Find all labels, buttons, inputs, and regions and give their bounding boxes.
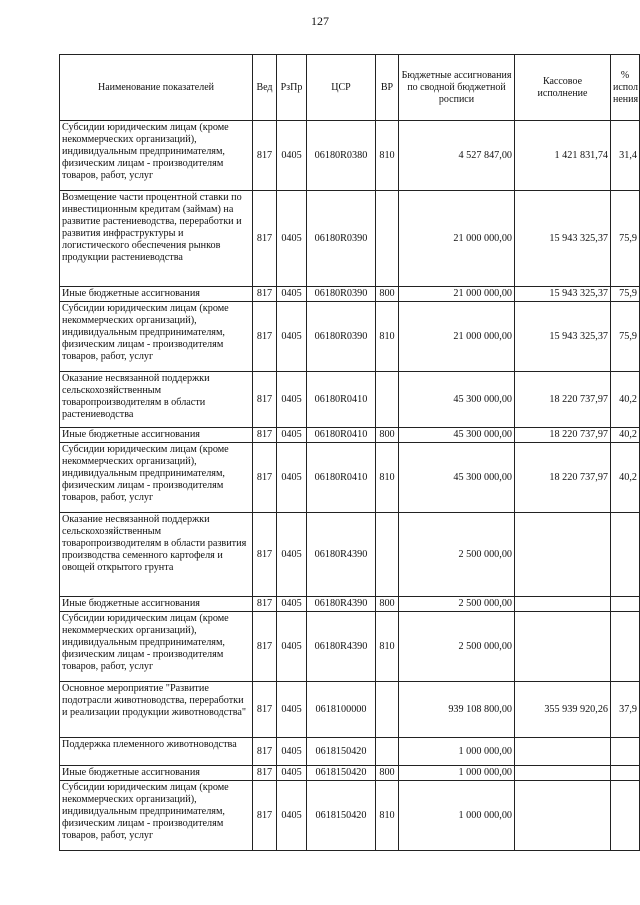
table-row (60, 428, 640, 443)
cell-ved: 817 (253, 682, 277, 738)
cell-csr: 06180R4390 (307, 513, 376, 597)
cell-name: Иные бюджетные ассигнования (60, 766, 253, 781)
cell-percent: 37,9 (611, 682, 640, 738)
cell-vr (376, 191, 399, 287)
table-row (60, 738, 640, 766)
cell-budget: 45 300 000,00 (399, 428, 515, 443)
cell-vr: 810 (376, 612, 399, 682)
table-row (60, 287, 640, 302)
table-row (60, 191, 640, 287)
cell-vr: 810 (376, 302, 399, 372)
table-row (60, 682, 640, 738)
cell-ved: 817 (253, 781, 277, 851)
cell-ved: 817 (253, 738, 277, 766)
cell-name: Возмещение части процентной ставки по инвестиционным кредитам (займам) на развитие растениеводства, переработки и развития инфраструктуры и логистического обеспечения рынков продукции растениеводства (60, 191, 253, 287)
header-ved: Вед (253, 55, 277, 121)
cell-csr: 06180R4390 (307, 612, 376, 682)
cell-cash (515, 766, 611, 781)
cell-cash: 18 220 737,97 (515, 372, 611, 428)
header-cash: Кассовое исполнение (515, 55, 611, 121)
cell-percent (611, 597, 640, 612)
cell-cash (515, 738, 611, 766)
cell-csr: 06180R0390 (307, 302, 376, 372)
cell-ved: 817 (253, 428, 277, 443)
cell-vr: 800 (376, 597, 399, 612)
cell-ved: 817 (253, 443, 277, 513)
cell-budget: 21 000 000,00 (399, 287, 515, 302)
cell-name: Иные бюджетные ассигнования (60, 597, 253, 612)
cell-cash: 15 943 325,37 (515, 302, 611, 372)
cell-percent (611, 612, 640, 682)
cell-budget: 2 500 000,00 (399, 612, 515, 682)
cell-rzpr: 0405 (277, 372, 307, 428)
cell-csr: 0618150420 (307, 738, 376, 766)
cell-name: Иные бюджетные ассигнования (60, 287, 253, 302)
table-row (60, 372, 640, 428)
cell-ved: 817 (253, 302, 277, 372)
cell-rzpr: 0405 (277, 766, 307, 781)
cell-rzpr: 0405 (277, 191, 307, 287)
cell-name: Субсидии юридическим лицам (кроме некоммерческих организаций), индивидуальным предпринимателям, физическим лицам - производителям товаров, работ, услуг (60, 443, 253, 513)
cell-percent (611, 738, 640, 766)
cell-budget: 2 500 000,00 (399, 597, 515, 612)
header-percent: % испол нения (611, 55, 640, 121)
cell-name: Субсидии юридическим лицам (кроме некоммерческих организаций), индивидуальным предпринимателям, физическим лицам - производителям товаров, работ, услуг (60, 302, 253, 372)
cell-vr (376, 738, 399, 766)
cell-ved: 817 (253, 287, 277, 302)
table-header-row (60, 55, 640, 121)
header-vr: ВР (376, 55, 399, 121)
cell-csr: 06180R0410 (307, 372, 376, 428)
cell-name: Основное мероприятие "Развитие подотрасли животноводства, переработки и реализации продукции животноводства" (60, 682, 253, 738)
budget-table (59, 54, 640, 851)
cell-vr: 810 (376, 781, 399, 851)
cell-percent: 40,2 (611, 443, 640, 513)
cell-budget: 45 300 000,00 (399, 443, 515, 513)
cell-vr (376, 682, 399, 738)
cell-percent: 75,9 (611, 302, 640, 372)
cell-csr: 0618100000 (307, 682, 376, 738)
header-name: Наименование показателей (60, 55, 253, 121)
cell-rzpr: 0405 (277, 428, 307, 443)
cell-percent: 75,9 (611, 191, 640, 287)
cell-cash (515, 597, 611, 612)
cell-cash: 15 943 325,37 (515, 191, 611, 287)
cell-csr: 0618150420 (307, 766, 376, 781)
cell-cash: 18 220 737,97 (515, 443, 611, 513)
cell-rzpr: 0405 (277, 513, 307, 597)
cell-rzpr: 0405 (277, 781, 307, 851)
table-body (60, 121, 640, 851)
table-row (60, 597, 640, 612)
cell-ved: 817 (253, 612, 277, 682)
cell-csr: 06180R0390 (307, 191, 376, 287)
cell-ved: 817 (253, 766, 277, 781)
cell-cash: 18 220 737,97 (515, 428, 611, 443)
cell-percent: 75,9 (611, 287, 640, 302)
cell-budget: 2 500 000,00 (399, 513, 515, 597)
cell-name: Оказание несвязанной поддержки сельскохозяйственным товаропроизводителям в области растениеводства (60, 372, 253, 428)
cell-budget: 1 000 000,00 (399, 738, 515, 766)
cell-name: Поддержка племенного животноводства (60, 738, 253, 766)
cell-vr: 800 (376, 766, 399, 781)
cell-budget: 1 000 000,00 (399, 781, 515, 851)
cell-budget: 1 000 000,00 (399, 766, 515, 781)
cell-budget: 21 000 000,00 (399, 302, 515, 372)
cell-csr: 06180R0390 (307, 287, 376, 302)
cell-cash (515, 513, 611, 597)
cell-percent (611, 781, 640, 851)
table-row (60, 302, 640, 372)
cell-rzpr: 0405 (277, 682, 307, 738)
cell-percent: 31,4 (611, 121, 640, 191)
cell-budget: 45 300 000,00 (399, 372, 515, 428)
cell-rzpr: 0405 (277, 597, 307, 612)
cell-ved: 817 (253, 372, 277, 428)
cell-vr: 810 (376, 443, 399, 513)
cell-csr: 06180R0380 (307, 121, 376, 191)
table-row (60, 766, 640, 781)
cell-csr: 06180R0410 (307, 443, 376, 513)
cell-percent: 40,2 (611, 372, 640, 428)
cell-name: Субсидии юридическим лицам (кроме некоммерческих организаций), индивидуальным предпринимателям, физическим лицам - производителям товаров, работ, услуг (60, 781, 253, 851)
page-number: 127 (311, 14, 329, 28)
cell-vr: 800 (376, 428, 399, 443)
cell-rzpr: 0405 (277, 287, 307, 302)
cell-name: Иные бюджетные ассигнования (60, 428, 253, 443)
table-row (60, 121, 640, 191)
cell-vr: 800 (376, 287, 399, 302)
cell-cash: 15 943 325,37 (515, 287, 611, 302)
cell-rzpr: 0405 (277, 738, 307, 766)
cell-cash (515, 612, 611, 682)
cell-ved: 817 (253, 191, 277, 287)
cell-vr: 810 (376, 121, 399, 191)
cell-budget: 21 000 000,00 (399, 191, 515, 287)
cell-rzpr: 0405 (277, 612, 307, 682)
cell-percent (611, 513, 640, 597)
header-csr: ЦСР (307, 55, 376, 121)
cell-name: Субсидии юридическим лицам (кроме некоммерческих организаций), индивидуальным предпринимателям, физическим лицам - производителям товаров, работ, услуг (60, 121, 253, 191)
cell-vr (376, 372, 399, 428)
cell-cash (515, 781, 611, 851)
table-row (60, 781, 640, 851)
table-row (60, 443, 640, 513)
cell-name: Оказание несвязанной поддержки сельскохозяйственным товаропроизводителям в области развития производства семенного картофеля и овощей открытого грунта (60, 513, 253, 597)
cell-percent (611, 766, 640, 781)
cell-rzpr: 0405 (277, 302, 307, 372)
cell-ved: 817 (253, 121, 277, 191)
cell-rzpr: 0405 (277, 121, 307, 191)
table-row (60, 513, 640, 597)
cell-percent: 40,2 (611, 428, 640, 443)
table-row (60, 612, 640, 682)
cell-csr: 06180R0410 (307, 428, 376, 443)
cell-name: Субсидии юридическим лицам (кроме некоммерческих организаций), индивидуальным предпринимателям, физическим лицам - производителям товаров, работ, услуг (60, 612, 253, 682)
cell-csr: 0618150420 (307, 781, 376, 851)
cell-budget: 4 527 847,00 (399, 121, 515, 191)
cell-ved: 817 (253, 597, 277, 612)
header-budget: Бюджетные ассигнования по сводной бюджетной росписи (399, 55, 515, 121)
header-rzpr: РзПр (277, 55, 307, 121)
cell-vr (376, 513, 399, 597)
cell-cash: 1 421 831,74 (515, 121, 611, 191)
cell-cash: 355 939 920,26 (515, 682, 611, 738)
cell-budget: 939 108 800,00 (399, 682, 515, 738)
cell-csr: 06180R4390 (307, 597, 376, 612)
cell-rzpr: 0405 (277, 443, 307, 513)
cell-ved: 817 (253, 513, 277, 597)
